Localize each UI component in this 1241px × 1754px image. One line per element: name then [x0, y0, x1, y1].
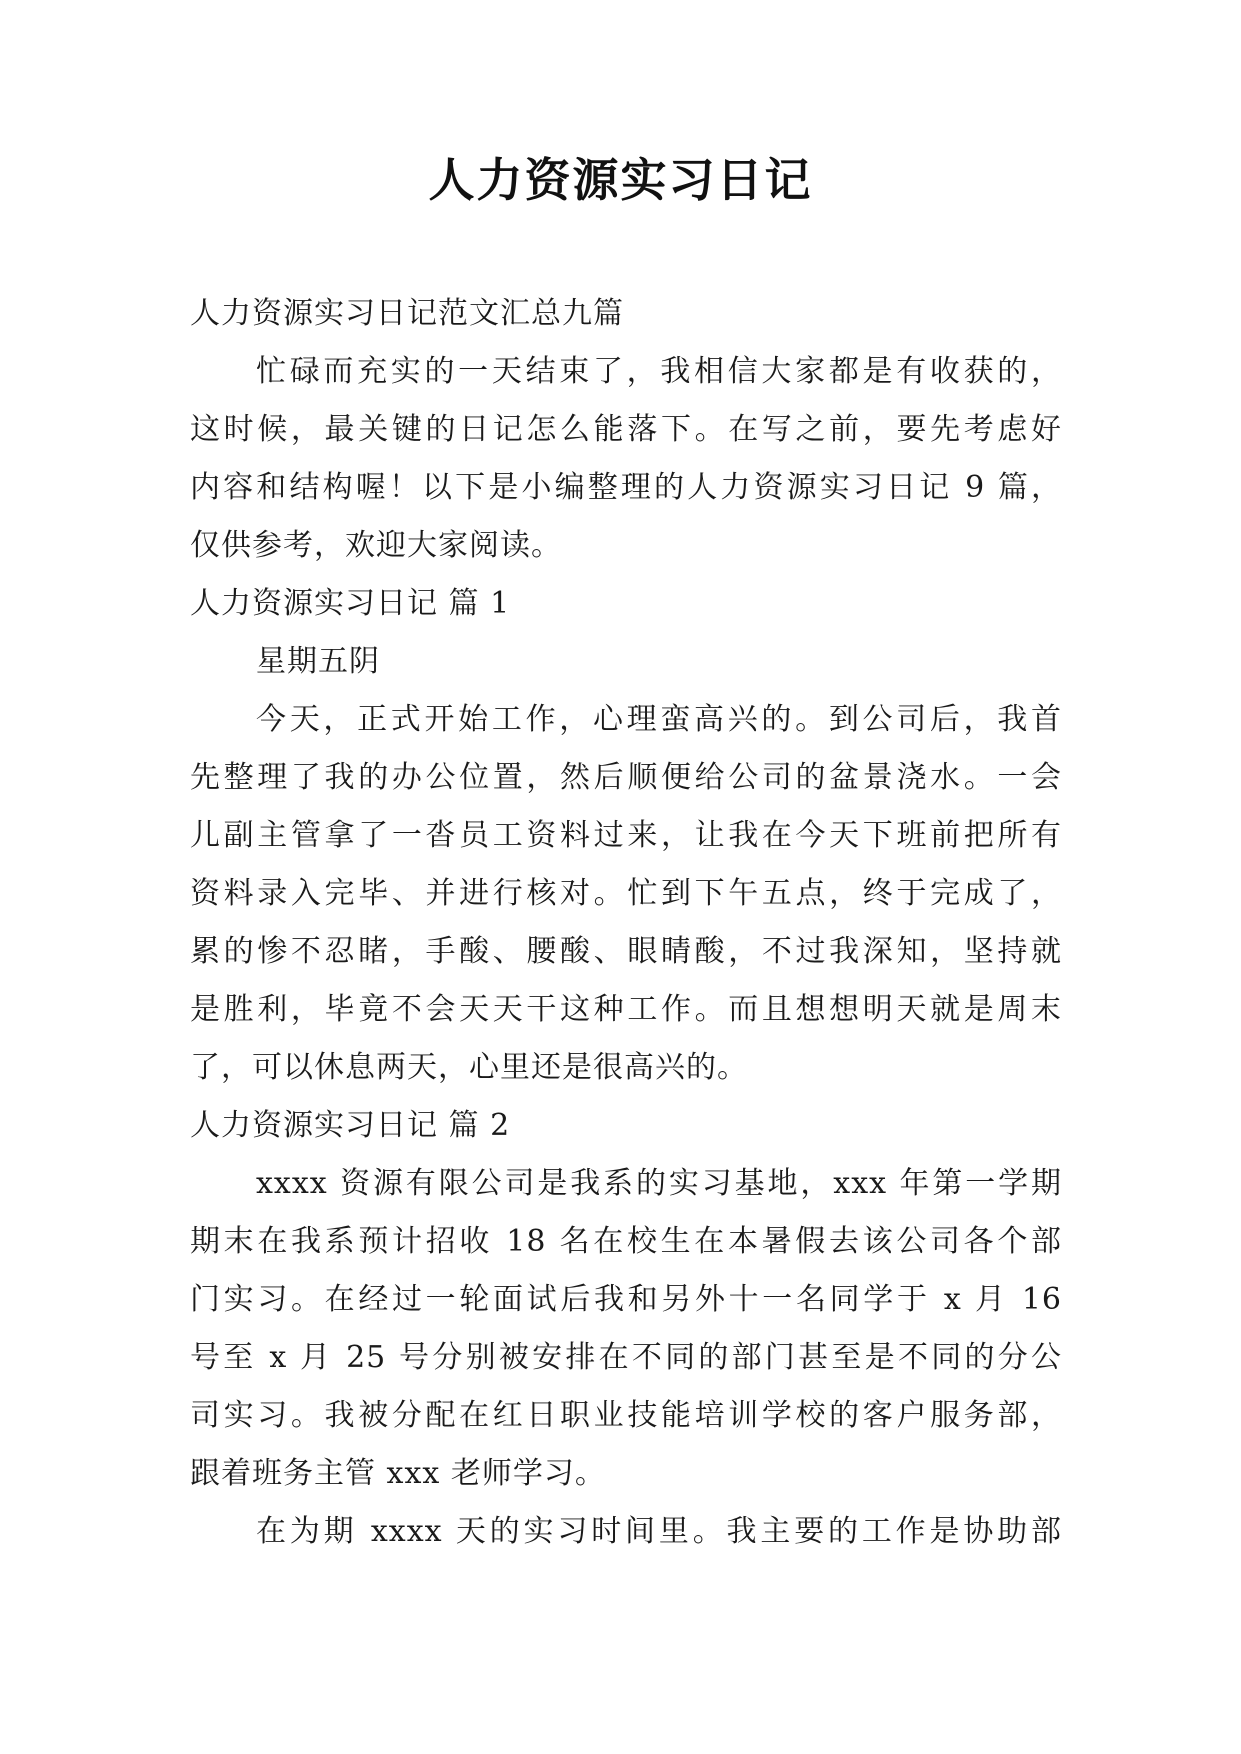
- paragraph-line: 今天，正式开始工作，心理蛮高兴的。到公司后，我首: [256, 702, 1062, 737]
- paragraph-line: 忙碌而充实的一天结束了，我相信大家都是有收获的，: [256, 354, 1062, 389]
- paragraph-line: 先整理了我的办公位置，然后顺便给公司的盆景浇水。一会: [190, 760, 1062, 795]
- paragraph-line: 仅供参考，欢迎大家阅读。: [190, 528, 562, 563]
- paragraph-line: 星期五阴: [256, 644, 380, 679]
- paragraph-line: 门实习。在经过一轮面试后我和另外十一名同学于 x 月 16: [190, 1282, 1062, 1317]
- paragraph-line: 期末在我系预计招收 18 名在校生在本暑假去该公司各个部: [190, 1224, 1062, 1259]
- section-heading: 人力资源实习日记 篇 1: [190, 586, 511, 621]
- section-heading: 人力资源实习日记 篇 2: [190, 1108, 511, 1143]
- paragraph-line: 是胜利，毕竟不会天天干这种工作。而且想想明天就是周末: [190, 992, 1062, 1027]
- paragraph-line: 儿副主管拿了一沓员工资料过来，让我在今天下班前把所有: [190, 818, 1062, 853]
- paragraph-line: xxxx 资源有限公司是我系的实习基地，xxx 年第一学期: [256, 1166, 1062, 1201]
- paragraph-line: 号至 x 月 25 号分别被安排在不同的部门甚至是不同的分公: [190, 1340, 1062, 1375]
- paragraph-line: 资料录入完毕、并进行核对。忙到下午五点，终于完成了，: [190, 876, 1062, 911]
- document-body: [190, 285, 1062, 1561]
- paragraph-line: 司实习。我被分配在红日职业技能培训学校的客户服务部，: [190, 1398, 1062, 1433]
- paragraph-line: 内容和结构喔！以下是小编整理的人力资源实习日记 9 篇，: [190, 470, 1062, 505]
- paragraph-line: 这时候，最关键的日记怎么能落下。在写之前，要先考虑好: [190, 412, 1062, 447]
- paragraph-line: 累的惨不忍睹，手酸、腰酸、眼睛酸，不过我深知，坚持就: [190, 934, 1062, 969]
- paragraph-line: 跟着班务主管 xxx 老师学习。: [190, 1456, 606, 1491]
- section-heading: 人力资源实习日记范文汇总九篇: [190, 296, 624, 331]
- paragraph-line: 了，可以休息两天，心里还是很高兴的。: [190, 1050, 748, 1085]
- document-title: 人力资源实习日记: [428, 153, 813, 207]
- paragraph-line: 在为期 xxxx 天的实习时间里。我主要的工作是协助部: [256, 1514, 1062, 1549]
